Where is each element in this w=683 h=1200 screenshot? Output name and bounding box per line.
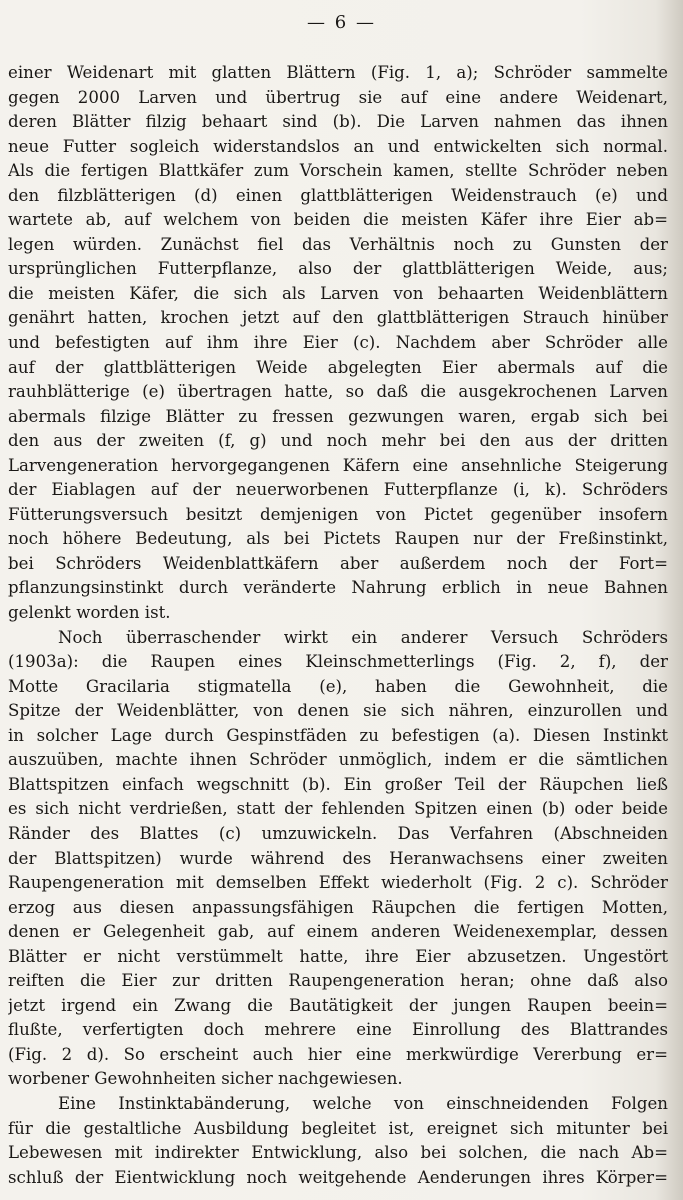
text-line: es sich nicht verdrießen, statt der fehlenden Spitzen einen (b) oder beide bbox=[8, 799, 668, 819]
text-line: (1903a): die Raupen eines Kleinschmetterlings (Fig. 2, f), der bbox=[8, 652, 668, 672]
text-line: ursprünglichen Futterpflanze, also der glattblätterigen Weide, aus; bbox=[8, 259, 668, 279]
text-line: denen er Gelegenheit gab, auf einem anderen Weidenexemplar, dessen bbox=[8, 922, 668, 942]
text-line: erzog aus diesen anpassungsfähigen Räupchen die fertigen Motten, bbox=[8, 897, 668, 917]
text-line: genährt hatten, krochen jetzt auf den glattblätterigen Strauch hinüber bbox=[8, 308, 668, 328]
text-line: und befestigten auf ihm ihre Eier (c). Nachdem aber Schröder alle bbox=[8, 333, 668, 353]
text-line: für die gestaltliche Ausbildung begleitet ist, ereignet sich mitunter bei bbox=[8, 1118, 668, 1138]
text-line: Als die fertigen Blattkäfer zum Vorschein kamen, stellte Schröder neben bbox=[8, 161, 668, 181]
paragraph-start-line: Eine Instinktabänderung, welche von einschneidenden Folgen bbox=[58, 1093, 668, 1113]
text-line: den aus der zweiten (f, g) und noch mehr bei den aus der dritten bbox=[8, 431, 668, 451]
text-line: flußte, verfertigten doch mehrere eine Einrollung des Blattrandes bbox=[8, 1020, 668, 1040]
text-line: worbener Gewohnheiten sicher nachgewiesen. bbox=[8, 1069, 403, 1089]
text-line: deren Blätter filzig behaart sind (b). Die Larven nahmen das ihnen bbox=[8, 112, 668, 132]
text-line: Fütterungsversuch besitzt demjenigen von Pictet gegenüber insofern bbox=[8, 504, 668, 524]
text-line: abermals filzige Blätter zu fressen gezwungen waren, ergab sich bei bbox=[8, 406, 668, 426]
text-line: Blätter er nicht verstümmelt hatte, ihre Eier abzusetzen. Ungestört bbox=[8, 946, 668, 966]
text-line: schluß der Eientwicklung noch weitgehende Aenderungen ihres Körper= bbox=[8, 1167, 668, 1187]
text-line: wartete ab, auf welchem von beiden die meisten Käfer ihre Eier ab= bbox=[8, 210, 668, 230]
text-line: pflanzungsinstinkt durch veränderte Nahrung erblich in neue Bahnen bbox=[8, 578, 668, 598]
text-line: gegen 2000 Larven und übertrug sie auf eine andere Weidenart, bbox=[8, 87, 668, 107]
body-text bbox=[8, 61, 668, 1190]
text-line: gelenkt worden ist. bbox=[8, 603, 171, 623]
text-line: rauhblätterige (e) übertragen hatte, so daß die ausgekrochenen Larven bbox=[8, 382, 668, 402]
text-line: Raupengeneration mit demselben Effekt wiederholt (Fig. 2 c). Schröder bbox=[8, 873, 668, 893]
text-line: legen würden. Zunächst fiel das Verhältnis noch zu Gunsten der bbox=[8, 234, 668, 254]
text-line: Lebewesen mit indirekter Entwicklung, also bei solchen, die nach Ab= bbox=[8, 1143, 668, 1163]
text-line: in solcher Lage durch Gespinstfäden zu befestigen (a). Diesen Instinkt bbox=[8, 725, 668, 745]
text-line: neue Futter sogleich widerstandslos an und entwickelten sich normal. bbox=[8, 136, 668, 156]
text-line: einer Weidenart mit glatten Blättern (Fig. 1, a); Schröder sammelte bbox=[8, 63, 668, 82]
text-line: Motte Gracilaria stigmatella (e), haben die Gewohnheit, die bbox=[8, 676, 668, 696]
text-line: noch höhere Bedeutung, als bei Pictets Raupen nur der Freßinstinkt, bbox=[8, 529, 668, 549]
text-line: die meisten Käfer, die sich als Larven von behaarten Weidenblättern bbox=[8, 283, 668, 303]
text-line: auf der glattblätterigen Weide abgelegten Eier abermals auf die bbox=[8, 357, 668, 377]
text-line: Ränder des Blattes (c) umzuwickeln. Das Verfahren (Abschneiden bbox=[8, 823, 668, 843]
text-line: Larvengeneration hervorgegangenen Käfern eine ansehnliche Steigerung bbox=[8, 455, 668, 475]
page-number: — 6 — bbox=[307, 12, 376, 33]
text-line: (Fig. 2 d). So erscheint auch hier eine merkwürdige Vererbung er= bbox=[8, 1044, 668, 1064]
text-line: der Eiablagen auf der neuerworbenen Futterpflanze (i, k). Schröders bbox=[8, 480, 668, 500]
text-line: reiften die Eier zur dritten Raupengeneration heran; ohne daß also bbox=[8, 971, 668, 991]
text-line: jetzt irgend ein Zwang die Bautätigkeit der jungen Raupen beein= bbox=[8, 995, 668, 1015]
paragraph-start-line: Noch überraschender wirkt ein anderer Versuch Schröders bbox=[58, 627, 668, 647]
text-line: Spitze der Weidenblätter, von denen sie sich nähren, einzurollen und bbox=[8, 701, 668, 721]
text-line: den filzblätterigen (d) einen glattblätterigen Weidenstrauch (e) und bbox=[8, 185, 668, 205]
text-line: Blattspitzen einfach wegschnitt (b). Ein großer Teil der Räupchen ließ bbox=[8, 774, 668, 794]
text-line: der Blattspitzen) wurde während des Heranwachsens einer zweiten bbox=[8, 848, 668, 868]
text-line: auszuüben, machte ihnen Schröder unmöglich, indem er die sämtlichen bbox=[8, 750, 668, 770]
text-line: bei Schröders Weidenblattkäfern aber außerdem noch der Fort= bbox=[8, 553, 668, 573]
